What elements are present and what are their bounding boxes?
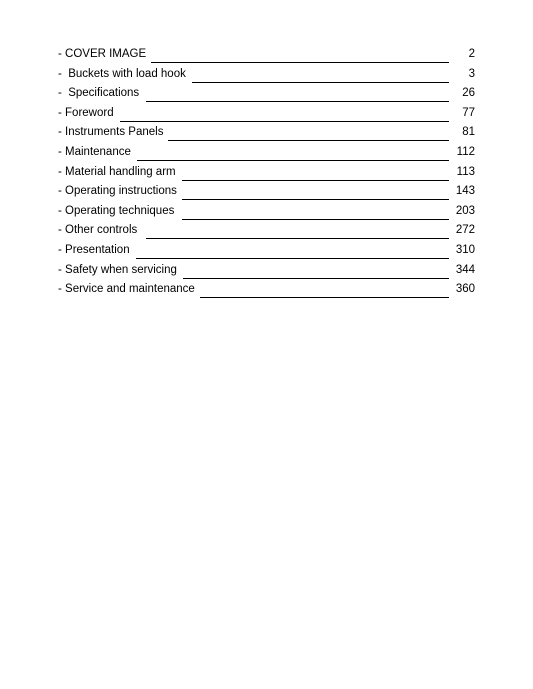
toc-entry-title[interactable]: - Foreword <box>58 106 114 119</box>
toc-entry-title[interactable]: - Operating techniques <box>58 204 175 217</box>
toc-entry-title[interactable]: - Instruments Panels <box>58 126 164 139</box>
toc-entry-page-number[interactable]: 360 <box>455 283 475 296</box>
toc-entry-page-number[interactable]: 26 <box>462 87 475 100</box>
toc-entry-page-number[interactable]: 310 <box>455 243 475 256</box>
toc-entry-title[interactable]: - COVER IMAGE <box>58 48 147 60</box>
toc-entry-title[interactable]: - Specifications <box>58 87 140 100</box>
toc-entry-title[interactable]: - Operating instructions <box>58 185 177 198</box>
toc-entry-page-number[interactable]: 344 <box>455 263 475 276</box>
toc-leader-line <box>182 199 449 200</box>
toc-entry-operating-instructions[interactable] <box>58 183 475 203</box>
toc-leader-line <box>200 297 449 298</box>
toc-entry-maintenance[interactable] <box>58 144 475 164</box>
toc-leader-line <box>168 140 449 141</box>
toc-entry-title[interactable]: - Service and maintenance <box>58 283 195 296</box>
toc-entry-presentation[interactable] <box>58 242 475 262</box>
toc-entry-page-number[interactable]: 77 <box>462 106 475 119</box>
toc-entry-instruments-panels[interactable] <box>58 124 475 144</box>
toc-leader-line <box>120 121 449 122</box>
toc-leader-line <box>192 82 449 83</box>
toc-entry-title[interactable]: - Material handling arm <box>58 165 176 178</box>
toc-entry-safety-when-servicing[interactable] <box>58 262 475 282</box>
table-of-contents <box>58 46 475 301</box>
toc-entry-title[interactable]: - Presentation <box>58 243 130 256</box>
toc-leader-line <box>182 180 449 181</box>
toc-leader-line <box>137 160 449 161</box>
toc-entry-cover-image[interactable] <box>58 46 475 66</box>
toc-entry-page-number[interactable]: 113 <box>456 165 475 178</box>
toc-entry-buckets[interactable] <box>58 66 475 86</box>
toc-entry-title[interactable]: - Buckets with load hook <box>58 67 186 80</box>
toc-entry-page-number[interactable]: 112 <box>456 145 475 158</box>
toc-entry-operating-techniques[interactable] <box>58 203 475 223</box>
toc-entry-page-number[interactable]: 203 <box>455 204 475 217</box>
toc-entry-page-number[interactable]: 81 <box>462 126 475 139</box>
toc-leader-line <box>136 258 449 259</box>
toc-entry-title[interactable]: - Other controls <box>58 224 138 237</box>
toc-entry-title[interactable]: - Maintenance <box>58 145 131 158</box>
toc-leader-line <box>146 101 449 102</box>
toc-entry-other-controls[interactable] <box>58 222 475 242</box>
toc-leader-line <box>151 62 449 63</box>
toc-entry-page-number[interactable]: 2 <box>468 48 475 60</box>
toc-entry-specifications[interactable] <box>58 85 475 105</box>
toc-leader-line <box>146 238 449 239</box>
toc-leader-line <box>183 278 449 279</box>
toc-leader-line <box>182 219 449 220</box>
toc-entry-page-number[interactable]: 3 <box>468 67 475 80</box>
toc-entry-page-number[interactable]: 272 <box>455 224 475 237</box>
toc-entry-title[interactable]: - Safety when servicing <box>58 263 177 276</box>
toc-entry-material-handling-arm[interactable] <box>58 164 475 184</box>
toc-entry-page-number[interactable]: 143 <box>455 185 475 198</box>
toc-entry-foreword[interactable] <box>58 105 475 125</box>
toc-entry-service-and-maintenance[interactable] <box>58 281 475 301</box>
